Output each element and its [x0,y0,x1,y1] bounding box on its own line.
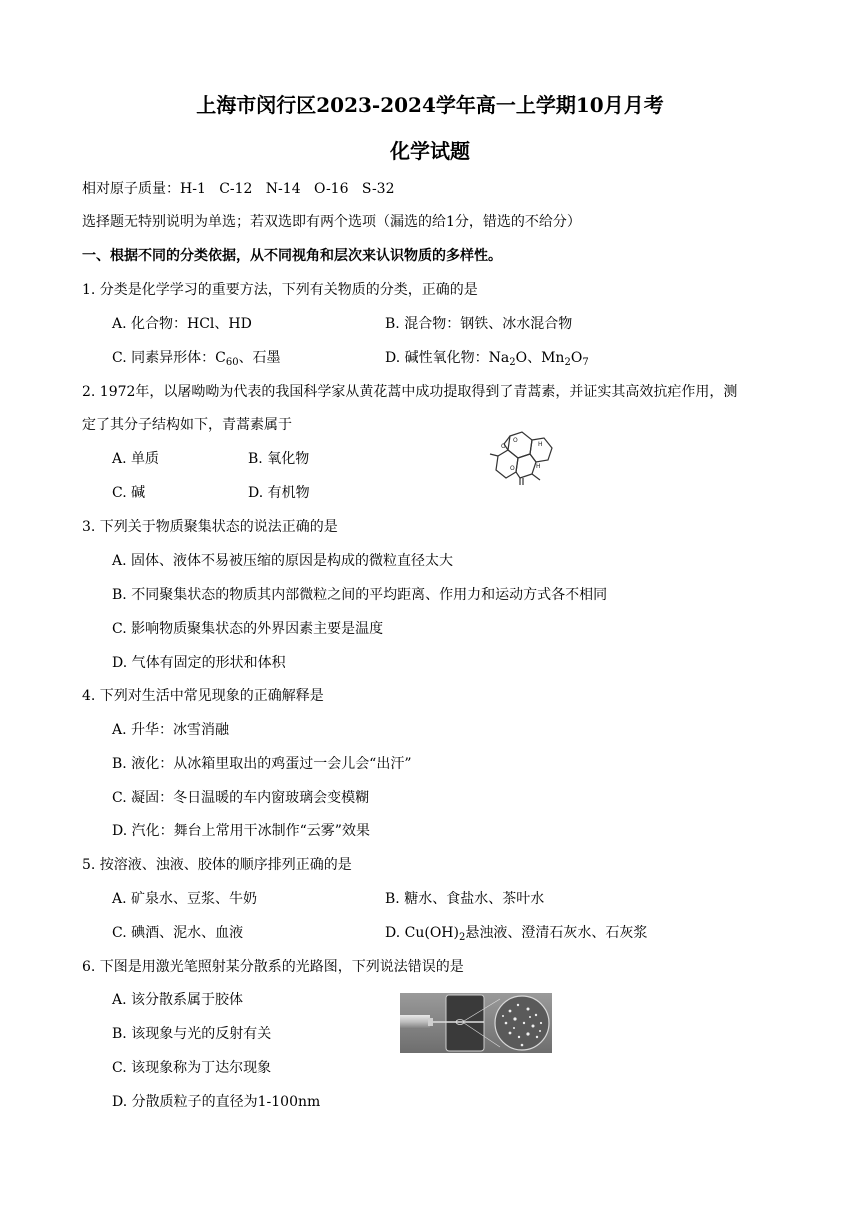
q5-stem: 5. 按溶液、浊液、胶体的顺序排列正确的是 [82,857,352,873]
q4-option-a: A. 升华：冰雪消融 [112,722,230,738]
svg-text:O: O [510,465,515,472]
q4-option-d: D. 汽化：舞台上常用干冰制作“云雾”效果 [112,823,370,839]
laser-tyndall-photo-icon [400,993,552,1053]
q1-option-d-sub3: 7 [582,357,589,368]
q5-option-d-sub: 2 [458,932,466,943]
section-heading: 一、根据不同的分类依据，从不同视角和层次来认识物质的多样性。 [82,248,502,264]
page-subtitle: 化学试题 [390,139,470,163]
q1-option-d-mid2: O [570,350,583,366]
q2-option-c: C. 碱 [112,485,146,501]
q6-option-c: C. 该现象称为丁达尔现象 [112,1060,272,1076]
q6-option-a: A. 该分散系属于胶体 [112,992,244,1008]
q1-option-d-text: D. 碱性氧化物：Na [385,350,510,366]
q1-option-d-sub2: 2 [564,357,571,368]
q1-option-c-rest: 、石墨 [238,350,281,366]
q6-stem: 6. 下图是用激光笔照射某分散系的光路图，下列说法错误的是 [82,959,464,975]
q5-option-d-rest: 悬浊液、澄清石灰水、石灰浆 [465,925,648,941]
q1-option-d [385,349,589,367]
q2-stem-line1: 2. 1972年，以屠呦呦为代表的我国科学家从黄花蒿中成功提取得到了青蒿素，并证实其高效抗疟作用，测 [82,384,738,400]
q5-option-b: B. 糖水、食盐水、茶叶水 [385,891,545,907]
q6-option-d: D. 分散质粒子的直径为1-100nm [112,1094,321,1110]
svg-text:H: H [538,441,543,448]
instructions-line: 选择题无特别说明为单选；若双选即有两个选项（漏选的给1分，错选的不给分） [82,214,581,230]
q5-option-c: C. 碘酒、泥水、血液 [112,925,244,941]
q6-option-b: B. 该现象与光的反射有关 [112,1026,272,1042]
q2-option-d: D. 有机物 [248,485,310,501]
q2-option-b: B. 氧化物 [248,451,310,467]
q3-option-c: C. 影响物质聚集状态的外界因素主要是温度 [112,621,384,637]
q3-option-d: D. 气体有固定的形状和体积 [112,655,286,671]
atomic-mass-line: 相对原子质量：H-1 C-12 N-14 O-16 S-32 [82,181,395,197]
svg-text:O: O [513,437,518,444]
q1-option-c-sub: 60 [225,357,239,368]
artemisinin-structure-icon [486,428,556,488]
q4-stem: 4. 下列对生活中常见现象的正确解释是 [82,688,324,704]
q5-option-d [385,924,647,942]
q3-option-a: A. 固体、液体不易被压缩的原因是构成的微粒直径太大 [112,553,454,569]
q4-option-c: C. 凝固：冬日温暖的车内窗玻璃会变模糊 [112,790,370,806]
q5-option-d-text: D. Cu(OH) [385,925,459,941]
page-title: 上海市闵行区2023-2024学年高一上学期10月月考 [196,93,664,117]
q1-option-d-mid1: O、Mn [515,350,565,366]
q3-stem: 3. 下列关于物质聚集状态的说法正确的是 [82,519,338,535]
q1-option-c [112,349,281,367]
q5-option-a: A. 矿泉水、豆浆、牛奶 [112,891,258,907]
q2-stem-line2: 定了其分子结构如下，青蒿素属于 [82,417,292,433]
q2-option-a: A. 单质 [112,451,160,467]
q4-option-b: B. 液化：从冰箱里取出的鸡蛋过一会儿会“出汗” [112,756,412,772]
q1-option-c-text: C. 同素异形体：C [112,350,226,366]
svg-text:H: H [536,463,541,470]
svg-text:O: O [501,443,506,450]
q1-option-d-sub1: 2 [509,357,516,368]
q1-option-a: A. 化合物：HCl、HD [112,316,252,332]
q1-stem: 1. 分类是化学学习的重要方法，下列有关物质的分类，正确的是 [82,282,478,298]
q3-option-b: B. 不同聚集状态的物质其内部微粒之间的平均距离、作用力和运动方式各不相同 [112,587,608,603]
q1-option-b: B. 混合物：钢铁、冰水混合物 [385,316,573,332]
